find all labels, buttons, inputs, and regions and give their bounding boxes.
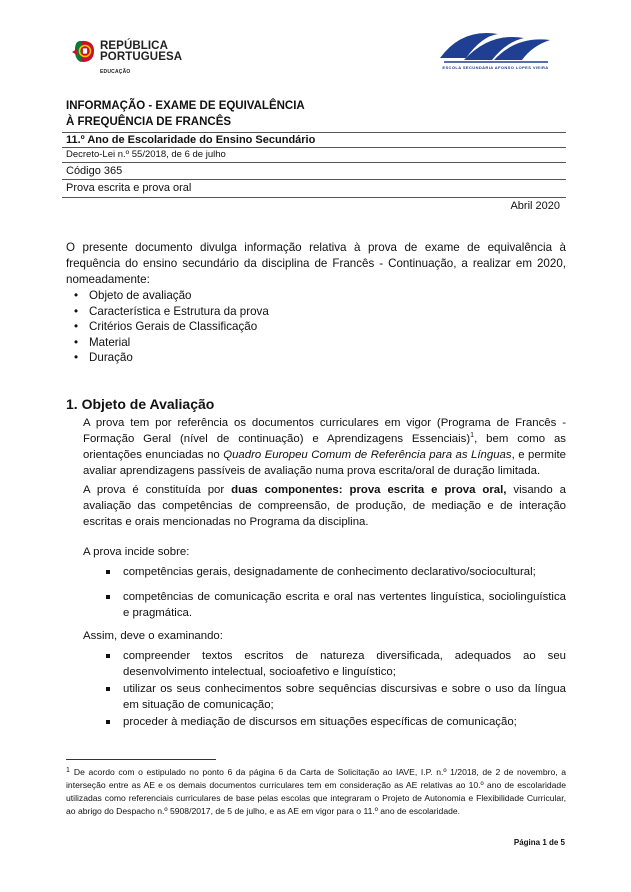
competencies-list [104,564,566,630]
exam-type: Prova escrita e prova oral [62,180,566,198]
school-arcs-icon [438,24,553,66]
footnote-ref[interactable]: 1 [470,432,475,439]
exam-date: Abril 2020 [510,200,560,212]
list-item: utilizar os seus conhecimentos sobre sequências discursivas e sobre o uso da língua em situação de comunicação; [104,681,566,713]
exam-title [62,96,566,133]
title-line2: À FREQUÊNCIA DE FRANCÊS [66,116,232,128]
list-item: • Objeto de avaliação [74,288,374,304]
school-caption: ESCOLA SECUNDÁRIA AFONSO LOPES VIEIRA [442,65,549,70]
list-item: compreender textos escritos de natureza diversificada, adequados ao seu desenvolvimento intelectual, socioafetivo e linguístico; [104,648,566,680]
list-item: • Duração [74,350,374,366]
rp-line1: REPÚBLICA [100,40,168,52]
p2-text-a: A prova é constituída por [83,484,232,496]
p1-text-c: , e permite avaliar aprendizagens passíveis de avaliação numa prova escrita/oral de duração limitada. [83,449,566,477]
p1-text-a: A prova tem por referência os documentos curriculares em vigor (Programa de Francês - Formação Geral (nível de continuação) e Aprendizagens Essenciais) [83,417,566,445]
list-item: • Material [74,335,374,351]
list-item: • Característica e Estrutura da prova [74,304,374,320]
page-number: Página 1 de 5 [513,838,565,847]
exam-info-table [62,96,566,214]
exam-code: Código 365 [62,163,566,180]
section1-paragraph2 [83,482,566,530]
footnote-mark: 1 [66,767,70,774]
intro-list [74,288,374,366]
section-heading: 1. Objeto de Avaliação [66,396,215,412]
republica-portuguesa-logo [72,38,202,80]
school-year: 11.º Ano de Escolaridade do Ensino Secundário [62,133,566,148]
rp-sub: EDUCAÇÃO [100,69,131,75]
p2-text-b: visando a avaliação das competências de compreensão, de produção, de mediação e de interação escritas e orais mencionadas no Programa da disciplina. [83,484,566,528]
section1-paragraph4: Assim, deve o examinando: [83,630,223,642]
section1-paragraph1 [83,415,566,479]
p1-italic-title: Quadro Europeu Comum de Referência para as Línguas [223,449,512,461]
school-logo [438,24,553,76]
footnote-divider [66,759,216,760]
p2-bold: duas componentes: prova escrita e prova oral, [231,484,507,496]
portuguese-emblem-icon [72,38,98,68]
footnote-text: De acordo com o estipulado no ponto 6 da página 6 da Carta de Solicitação ao IAVE, I.P. n.º 1/2018, de 2 de novembro, a interseção entre as AE e os demais documentos curriculares tem em consideração as AE relativas ao 10.º ano de escolaridade utilizadas como referenciais curriculares de base pelas escolas que integraram o Projeto de Autonomia e Flexibilidade Curricular, ao abrigo do Despacho n.º 5908/2017, de 5 de julho, e as AE em vigor para o 11.º ano de escolaridade. [66,767,566,816]
list-item: competências gerais, designadamente de conhecimento declarativo/sociocultural; [104,564,566,580]
section1-paragraph3: A prova incide sobre: [83,546,190,558]
title-line1: INFORMAÇÃO - EXAME DE EQUIVALÊNCIA [66,100,305,112]
decree: Decreto-Lei n.º 55/2018, de 6 de julho [62,148,566,163]
republica-portuguesa-wordmark [100,41,182,78]
footnote [66,764,566,818]
intro-paragraph: O presente documento divulga informação relativa à prova de exame de equivalência à frequência do ensino secundário da disciplina de Francês - Continuação, a realizar em 2020, nomeadamente: [66,241,566,286]
examinee-tasks-list [104,648,566,731]
list-item: competências de comunicação escrita e oral nas vertentes linguística, sociolinguística e pragmática. [104,589,566,621]
list-item: • Critérios Gerais de Classificação [74,319,374,335]
rp-line2: PORTUGUESA [100,51,183,63]
p1-text-b: , bem como as orientações enunciadas no [83,433,567,461]
list-item: proceder à mediação de discursos em situações específicas de comunicação; [104,714,566,730]
